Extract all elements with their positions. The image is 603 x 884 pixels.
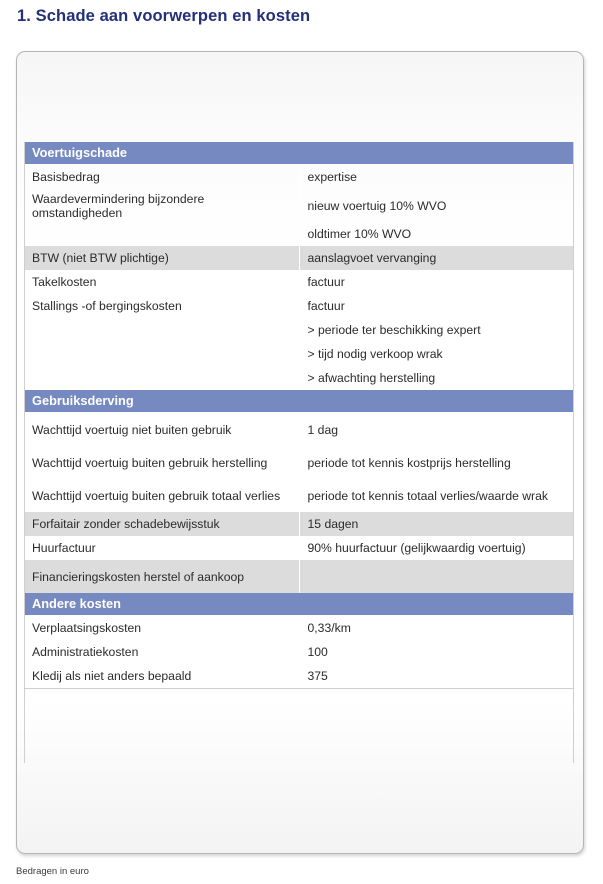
row-label: Stallings -of bergingskosten: [24, 294, 299, 318]
row-label: [24, 222, 299, 246]
row-label: Verplaatsingskosten: [24, 616, 299, 641]
table-row: [24, 640, 574, 664]
row-label: [24, 318, 299, 342]
row-label: Wachttijd voertuig buiten gebruik totaal verlies: [24, 479, 299, 512]
row-value: 0,33/km: [307, 621, 351, 635]
table-row: [24, 560, 574, 593]
table-row: [24, 536, 574, 560]
row-value: > periode ter beschikking expert: [307, 323, 481, 337]
row-value: factuur: [307, 275, 345, 289]
table-row: [24, 318, 574, 342]
row-value: periode tot kennis kostprijs herstelling: [307, 455, 511, 470]
row-value: 100: [307, 645, 328, 659]
row-label: [24, 342, 299, 366]
table-row: [24, 222, 574, 246]
row-value: factuur: [307, 299, 345, 313]
table-row: [24, 165, 574, 190]
row-value: nieuw voertuig 10% WVO: [307, 198, 447, 213]
footnote: Bedragen in euro: [16, 866, 89, 877]
section-header-row: [24, 142, 574, 165]
table-row: [24, 512, 574, 536]
row-value: expertise: [307, 170, 357, 184]
table-row: [24, 189, 574, 222]
page-title: 1. Schade aan voorwerpen en kosten: [17, 7, 311, 25]
table-row: [24, 479, 574, 512]
section-header-row: [24, 593, 574, 616]
row-value: periode tot kennis totaal verlies/waarde wrak: [307, 488, 548, 503]
row-value: aanslagvoet vervanging: [299, 246, 574, 270]
row-label: Waardevermindering bijzondere omstandigheden: [24, 189, 299, 222]
row-label: Huurfactuur: [24, 536, 299, 560]
row-label: Basisbedrag: [24, 165, 299, 190]
row-value: oldtimer 10% WVO: [307, 227, 412, 241]
section-header: Gebruiksderving: [24, 390, 574, 413]
row-label: Kledij als niet anders bepaald: [24, 664, 299, 689]
row-value: 375: [299, 664, 574, 689]
table-row: [24, 342, 574, 366]
row-label: [24, 366, 299, 390]
row-value: 90% huurfactuur (gelijkwaardig voertuig): [307, 541, 526, 555]
table-row: [24, 446, 574, 479]
table-row: [24, 413, 574, 447]
row-value: [299, 560, 574, 593]
row-label: Wachttijd voertuig niet buiten gebruik: [24, 413, 299, 447]
table-row: [24, 664, 574, 689]
table-row: [24, 366, 574, 390]
table-row: [24, 294, 574, 318]
row-label: Financieringskosten herstel of aankoop: [24, 560, 299, 593]
row-value: 1 dag: [307, 422, 338, 437]
row-label: Forfaitair zonder schadebewijsstuk: [24, 512, 299, 536]
row-label: Administratiekosten: [24, 640, 299, 664]
section-header: Andere kosten: [24, 593, 574, 616]
row-value: > tijd nodig verkoop wrak: [307, 347, 443, 361]
row-label: Takelkosten: [24, 270, 299, 294]
table-row: [24, 246, 574, 270]
row-value: 15 dagen: [299, 512, 574, 536]
table-row: [24, 270, 574, 294]
table-row: [24, 616, 574, 641]
section-header: Voertuigschade: [24, 142, 574, 165]
row-value: > afwachting herstelling: [307, 371, 436, 385]
cost-table: [24, 142, 574, 689]
row-label: Wachttijd voertuig buiten gebruik herstelling: [24, 446, 299, 479]
section-header-row: [24, 390, 574, 413]
row-label: BTW (niet BTW plichtige): [24, 246, 299, 270]
